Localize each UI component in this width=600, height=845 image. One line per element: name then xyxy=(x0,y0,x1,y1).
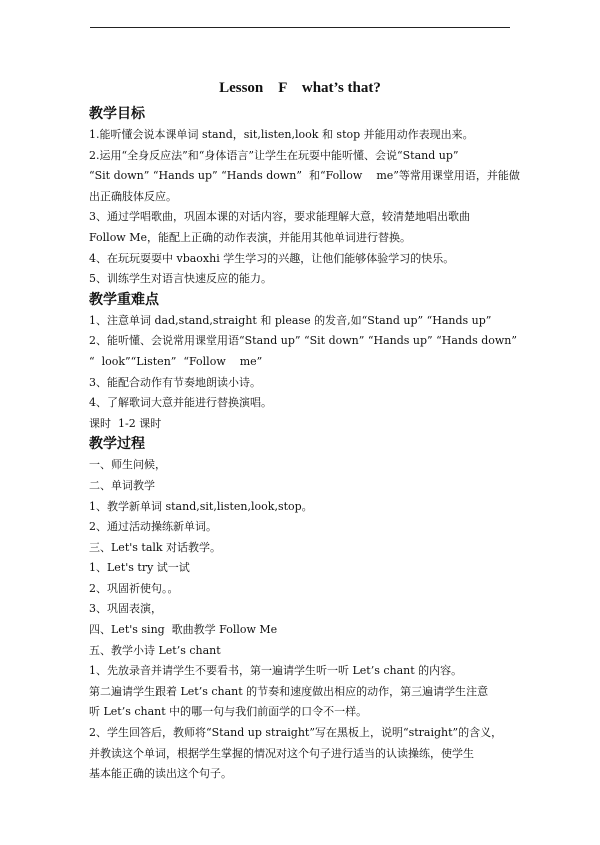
text-line: “Sit down” “Hands up” “Hands down” 和“Follow me”等常用课堂用语，并能做 xyxy=(89,169,520,183)
text-line: 基本能正确的读出这个句子。 xyxy=(89,767,232,781)
text-line: 四、Let's sing 歌曲教学 Follow Me xyxy=(89,623,278,637)
text-line: 出正确肢体反应。 xyxy=(89,189,177,203)
lesson-title: Lesson F what’s that? xyxy=(219,80,381,96)
text-line: 课时 1-2 课时 xyxy=(89,416,162,430)
text-line: 3、通过学唱歌曲，巩固本课的对话内容，要求能理解大意，较清楚地唱出歌曲 xyxy=(89,210,470,224)
text-line: 2、通过活动操练新单词。 xyxy=(89,520,217,534)
text-line: 2、学生回答后，教师将“Stand up straight”写在黑板上，说明“straight”的含义， xyxy=(89,726,503,740)
text-line: 2、巩固祈使句。。 xyxy=(89,581,179,595)
text-line: 1.能听懂会说本课单词 stand，sit,listen,look 和 stop 并能用动作表现出来。 xyxy=(89,128,474,141)
text-line: 听 Let’s chant 中的哪一句与我们前面学的口令不一样。 xyxy=(89,705,368,719)
document-body xyxy=(89,104,519,785)
text-line: 并教读这个单词，根据学生掌握的情况对这个句子进行适当的认读操练，使学生 xyxy=(89,746,474,760)
text-line: 5、训练学生对语言快速反应的能力。 xyxy=(89,272,272,286)
section-heading-objectives: 教学目标 xyxy=(89,106,145,122)
text-line: 二、单词教学 xyxy=(89,478,155,492)
text-line: 4、了解歌词大意并能进行替换演唱。 xyxy=(89,396,272,410)
section-heading-process: 教学过程 xyxy=(89,436,145,453)
header-rule xyxy=(90,27,510,28)
text-line: 第二遍请学生跟着 Let’s chant 的节奏和速度做出相应的动作，第三遍请学生注意 xyxy=(89,684,489,698)
text-line: 2、能听懂、会说常用课堂用语“Stand up” “Sit down” “Hands up” “Hands down” xyxy=(89,334,517,348)
section-heading-key-points: 教学重难点 xyxy=(89,291,159,308)
text-line: 1、先放录音并请学生不要看书，第一遍请学生听一听 Let’s chant 的内容。 xyxy=(89,664,463,678)
text-line: 3、能配合动作有节奏地朗读小诗。 xyxy=(89,375,261,389)
text-line: 1、教学新单词 stand,sit,listen,look,stop。 xyxy=(89,499,313,513)
text-line: 1、Let's try 试一试 xyxy=(89,561,190,575)
text-line: Follow Me，能配上正确的动作表演，并能用其他单词进行替换。 xyxy=(89,230,411,244)
text-line: 4、在玩玩耍耍中 vbaoxhi 学生学习的兴趣，让他们能够体验学习的快乐。 xyxy=(89,251,455,265)
text-line: “ look”“Listen” “Follow me” xyxy=(89,354,263,368)
text-line: 3、巩固表演， xyxy=(89,602,162,616)
text-line: 五、教学小诗 Let’s chant xyxy=(89,643,221,657)
text-line: 一、师生问候， xyxy=(89,458,166,472)
text-line: 2.运用“全身反应法”和“身体语言”让学生在玩耍中能听懂、会说“Stand up” xyxy=(89,148,459,162)
text-line: 三、Let's talk 对话教学。 xyxy=(89,540,222,554)
text-line: 1、注意单词 dad,stand,straight 和 please 的发音,如“Stand up” “Hands up” xyxy=(89,313,492,327)
